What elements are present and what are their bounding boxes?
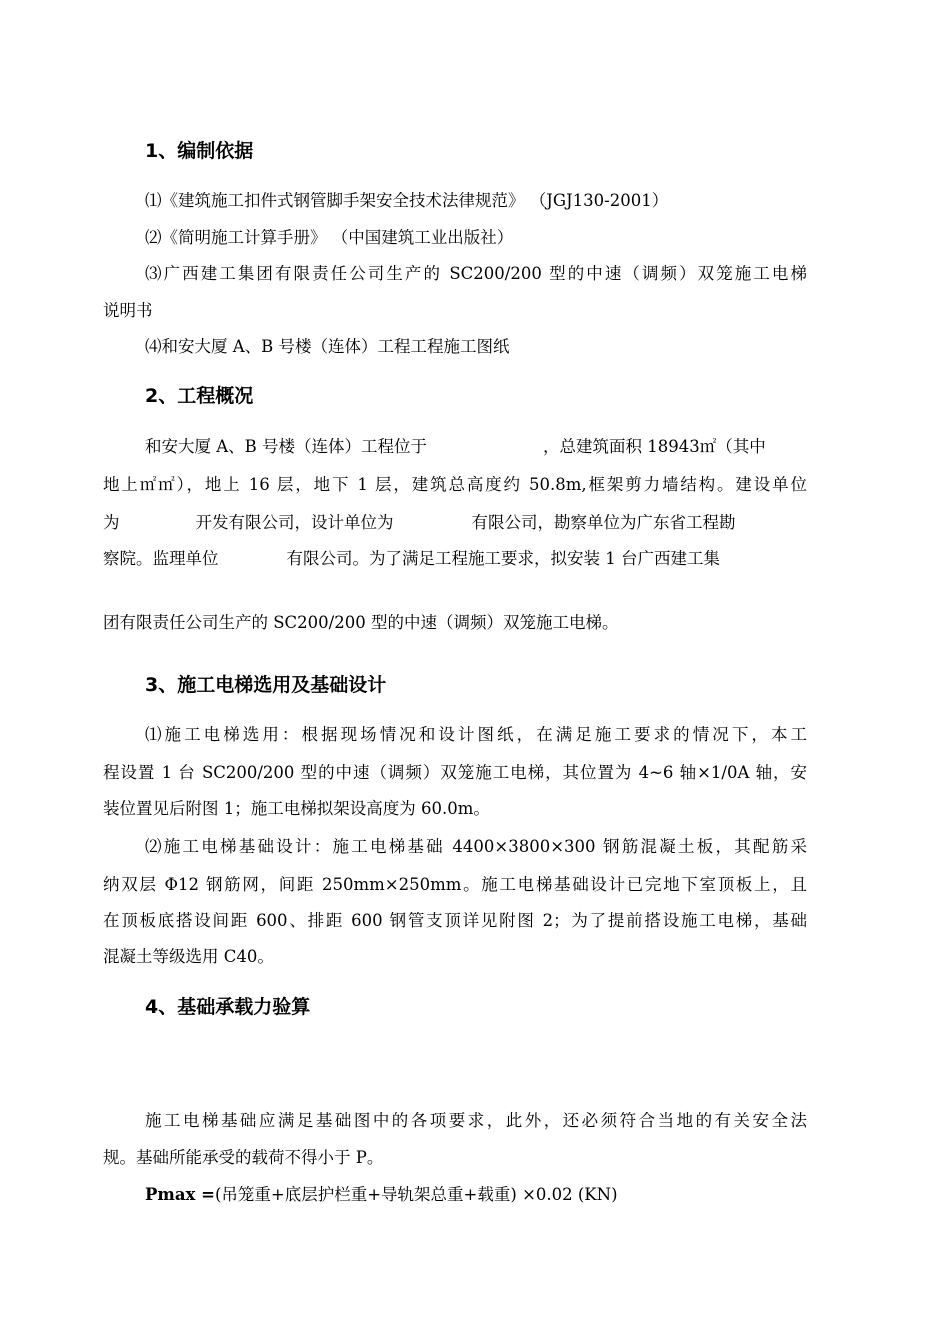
foundation-design-line-3: 在顶板底搭设间距 600、排距 600 钢管支顶详见附图 2；为了提前搭设施工电梯，基础 xyxy=(103,911,807,930)
elevator-selection-line-3: 装位置见后附图 1；施工电梯拟架设高度为 60.0m。 xyxy=(103,799,490,818)
section-2-heading: 2、工程概况 xyxy=(145,385,254,407)
overview-line-4-a: 察院。监理单位 xyxy=(103,549,219,568)
section-3-heading: 3、施工电梯选用及基础设计 xyxy=(145,674,387,696)
foundation-design-line-2: 纳双层 Φ12 钢筋网，间距 250mm×250mm。施工电梯基础设计已完地下室顶板上，且 xyxy=(103,875,807,894)
section-1-heading: 1、编制依据 xyxy=(145,140,254,162)
elevator-selection-line-1: ⑴施工电梯选用：根据现场情况和设计图纸，在满足施工要求的情况下，本工 xyxy=(145,725,807,744)
overview-line-4-b: 有限公司。为了满足工程施工要求，拟安装 1 台广西建工集 xyxy=(286,549,720,568)
foundation-design-line-4: 混凝土等级选用 C40。 xyxy=(103,947,274,966)
overview-line-3-c: 有限公司，勘察单位为广东省工程勘 xyxy=(471,513,736,532)
section-4-heading: 4、基础承载力验算 xyxy=(145,996,311,1018)
elevator-selection-line-2: 程设置 1 台 SC200/200 型的中速（调频）双笼施工电梯，其位置为 4~6 轴×1/0A 轴，安 xyxy=(103,763,807,782)
overview-line-3-b: 开发有限公司，设计单位为 xyxy=(195,513,394,532)
overview-line-4 xyxy=(103,547,807,571)
overview-line-1-a: 和安大厦 A、B 号楼（连体）工程位于 xyxy=(145,437,428,456)
reference-item-3-cont: 说明书 xyxy=(103,301,153,320)
overview-line-3-a: 为 xyxy=(103,513,120,532)
bearing-text-line-2: 规。基础所能承受的载荷不得小于 P。 xyxy=(103,1148,384,1167)
reference-item-2: ⑵《简明施工计算手册》 （中国建筑工业出版社） xyxy=(145,228,514,247)
overview-line-3 xyxy=(103,511,807,535)
foundation-design-line-1: ⑵施工电梯基础设计：施工电梯基础 4400×3800×300 钢筋混凝土板，其配筋采 xyxy=(145,837,807,856)
reference-item-1: ⑴《建筑施工扣件式钢管脚手架安全技术法律规范》 （JGJ130-2001） xyxy=(145,191,669,210)
reference-item-3: ⑶广西建工集团有限责任公司生产的 SC200/200 型的中速（调频）双笼施工电梯 xyxy=(145,264,807,283)
pmax-formula-body: (吊笼重+底层护栏重+导轨架总重+载重) ×0.02 (KN) xyxy=(214,1185,618,1204)
overview-line-2: 地上㎡㎡），地上 16 层，地下 1 层，建筑总高度约 50.8m,框架剪力墙结构。建设单位 xyxy=(103,475,807,494)
overview-line-5: 团有限责任公司生产的 SC200/200 型的中速（调频）双笼施工电梯。 xyxy=(103,613,619,632)
overview-line-1 xyxy=(145,435,807,459)
pmax-formula-label: Pmax = xyxy=(145,1185,215,1204)
bearing-text-line-1: 施工电梯基础应满足基础图中的各项要求，此外，还必须符合当地的有关安全法 xyxy=(145,1111,807,1130)
overview-line-1-b: ，总建筑面积 18943㎡（其中 xyxy=(543,437,766,456)
pmax-formula xyxy=(145,1183,807,1207)
reference-item-4: ⑷和安大厦 A、B 号楼（连体）工程工程施工图纸 xyxy=(145,337,510,356)
